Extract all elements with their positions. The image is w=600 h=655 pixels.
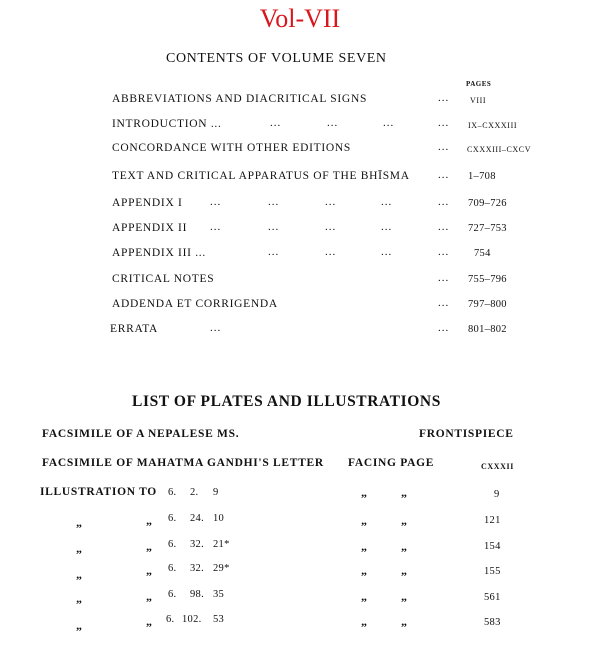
ditto-mark: „ bbox=[401, 614, 407, 628]
contents-entry-pages: VIII bbox=[470, 96, 487, 105]
contents-entry-title: CONCORDANCE WITH OTHER EDITIONS bbox=[112, 142, 352, 154]
plate-ref: 6. bbox=[168, 563, 177, 574]
contents-entry-pages: 727–753 bbox=[468, 223, 507, 234]
contents-entry-pages: 754 bbox=[474, 248, 491, 259]
leader-dots: ... bbox=[325, 221, 337, 233]
plate-ref: 6. bbox=[166, 614, 175, 625]
facing-page-label: FACING PAGE bbox=[348, 457, 435, 469]
plate-ref: 53 bbox=[213, 614, 225, 625]
ditto-mark: „ bbox=[401, 589, 407, 603]
contents-entry-title: ADDENDA ET CORRIGENDA bbox=[112, 298, 278, 310]
leader-dots: ... bbox=[438, 196, 450, 208]
ditto-mark: „ bbox=[361, 513, 367, 527]
ditto-mark: „ bbox=[401, 485, 407, 499]
ditto-mark: „ bbox=[361, 589, 367, 603]
plate-ref: 6. bbox=[168, 589, 177, 600]
contents-entry-title: APPENDIX II bbox=[112, 222, 188, 234]
leader-dots: ... bbox=[210, 221, 222, 233]
plate-page: 9 bbox=[494, 489, 500, 500]
ditto-mark: „ bbox=[146, 513, 152, 527]
leader-dots: ... bbox=[268, 246, 280, 258]
plate-page: FRONTISPIECE bbox=[419, 428, 514, 440]
plate-page: 155 bbox=[484, 566, 501, 577]
leader-dots: ... bbox=[438, 246, 450, 258]
plate-page: CXXXII bbox=[481, 462, 514, 471]
contents-entry-title: APPENDIX I bbox=[112, 197, 183, 209]
leader-dots: ... bbox=[327, 117, 339, 129]
plate-page: 583 bbox=[484, 617, 501, 628]
plate-page: 121 bbox=[484, 515, 501, 526]
contents-entry-pages: 797–800 bbox=[468, 299, 507, 310]
ditto-mark: „ bbox=[401, 539, 407, 553]
plate-ref: 32. bbox=[190, 563, 205, 574]
ditto-mark: „ bbox=[76, 618, 82, 632]
ditto-mark: „ bbox=[76, 541, 82, 555]
ditto-mark: „ bbox=[146, 563, 152, 577]
leader-dots: ... bbox=[381, 196, 393, 208]
plate-label: FACSIMILE OF A NEPALESE MS. bbox=[42, 428, 240, 440]
ditto-mark: „ bbox=[361, 539, 367, 553]
leader-dots: ... bbox=[438, 322, 450, 334]
contents-entry-pages: 801–802 bbox=[468, 324, 507, 335]
plate-page: 561 bbox=[484, 592, 501, 603]
volume-title: Vol-VII bbox=[259, 4, 341, 33]
plate-ref: 32. bbox=[190, 539, 205, 550]
contents-entry-pages: IX–CXXXIII bbox=[468, 121, 518, 130]
plate-ref: 2. bbox=[190, 487, 199, 498]
leader-dots: ... bbox=[325, 246, 337, 258]
ditto-mark: „ bbox=[361, 485, 367, 499]
contents-entry-pages: CXXXIII–CXCV bbox=[467, 145, 532, 154]
contents-entry-pages: 1–708 bbox=[468, 171, 496, 182]
plate-ref: 6. bbox=[168, 513, 177, 524]
leader-dots: ... bbox=[438, 272, 450, 284]
leader-dots: ... bbox=[383, 117, 395, 129]
leader-dots: ... bbox=[381, 221, 393, 233]
plate-ref: 29* bbox=[213, 563, 230, 574]
ditto-mark: „ bbox=[146, 589, 152, 603]
plate-ref: 6. bbox=[168, 487, 177, 498]
leader-dots: ... bbox=[438, 169, 450, 181]
contents-entry-pages: 709–726 bbox=[468, 198, 507, 209]
pages-header: PAGES bbox=[466, 80, 492, 88]
ditto-mark: „ bbox=[76, 567, 82, 581]
ditto-mark: „ bbox=[401, 563, 407, 577]
contents-entry-title: INTRODUCTION ... bbox=[112, 118, 222, 130]
leader-dots: ... bbox=[381, 246, 393, 258]
leader-dots: ... bbox=[268, 221, 280, 233]
contents-entry-pages: 755–796 bbox=[468, 274, 507, 285]
ditto-mark: „ bbox=[361, 614, 367, 628]
ditto-mark: „ bbox=[361, 563, 367, 577]
plate-ref: 10 bbox=[213, 513, 225, 524]
leader-dots: ... bbox=[438, 92, 450, 104]
plates-heading: LIST OF PLATES AND ILLUSTRATIONS bbox=[132, 393, 441, 410]
contents-entry-title: CRITICAL NOTES bbox=[112, 273, 215, 285]
ditto-mark: „ bbox=[76, 591, 82, 605]
leader-dots: ... bbox=[210, 322, 222, 334]
plate-ref: 35 bbox=[213, 589, 225, 600]
plate-ref: 98. bbox=[190, 589, 205, 600]
plate-ref: 6. bbox=[168, 539, 177, 550]
leader-dots: ... bbox=[438, 221, 450, 233]
leader-dots: ... bbox=[438, 117, 450, 129]
ditto-mark: „ bbox=[146, 539, 152, 553]
ditto-mark: „ bbox=[401, 513, 407, 527]
leader-dots: ... bbox=[438, 141, 450, 153]
plate-label: ILLUSTRATION TO bbox=[40, 486, 157, 498]
ditto-mark: „ bbox=[76, 515, 82, 529]
leader-dots: ... bbox=[210, 196, 222, 208]
leader-dots: ... bbox=[270, 117, 282, 129]
plate-ref: 102. bbox=[182, 614, 202, 625]
contents-entry-title: ABBREVIATIONS AND DIACRITICAL SIGNS bbox=[112, 93, 368, 105]
contents-entry-title: ERRATA bbox=[110, 323, 159, 335]
leader-dots: ... bbox=[268, 196, 280, 208]
leader-dots: ... bbox=[325, 196, 337, 208]
contents-entry-title: APPENDIX III ... bbox=[112, 247, 206, 259]
ditto-mark: „ bbox=[146, 614, 152, 628]
plate-page: 154 bbox=[484, 541, 501, 552]
plate-ref: 9 bbox=[213, 487, 219, 498]
plate-ref: 24. bbox=[190, 513, 205, 524]
leader-dots: ... bbox=[438, 297, 450, 309]
contents-heading: CONTENTS OF VOLUME SEVEN bbox=[166, 51, 387, 66]
plate-ref: 21* bbox=[213, 539, 230, 550]
plate-label: FACSIMILE OF MAHATMA GANDHI'S LETTER bbox=[42, 457, 324, 469]
contents-entry-title: TEXT AND CRITICAL APPARATUS OF THE BHĪSMA bbox=[112, 170, 410, 182]
